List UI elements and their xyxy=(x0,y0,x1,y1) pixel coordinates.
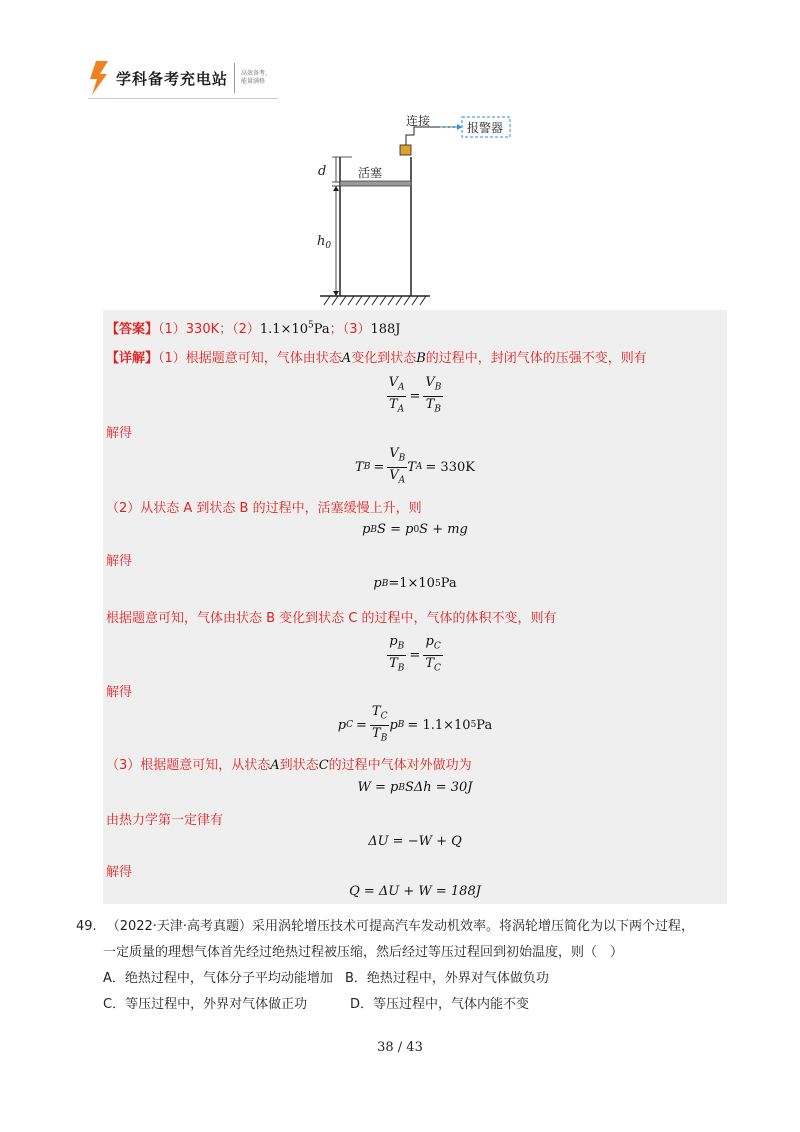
detail-line-1: 【详解】（1）根据题意可知，气体由状态A变化到状态B的过程中，封闭气体的压强不变，则有 xyxy=(106,351,647,366)
solve-label-2: 解得 xyxy=(106,554,133,569)
equation-volume-ratio: $\frac{V_A}{T_A}$ = $\frac{V_B}{T_B}$ xyxy=(388,375,442,415)
equation-pressure-ratio: $\frac{p_B}{T_B}$ = $\frac{p_C}{T_C}$ xyxy=(389,634,441,674)
sensor xyxy=(400,145,411,155)
piston xyxy=(340,181,411,186)
logo-divider xyxy=(234,63,235,93)
option-b[interactable]: B．绝热过程中，外界对气体做负功 xyxy=(345,971,549,986)
question-49-line-2: 一定质量的理想气体首先经过绝热过程被压缩，然后经过等压过程回到初始温度，则（ ） xyxy=(103,945,624,960)
detail-line-2: （2）从状态 A 到状态 B 的过程中，活塞缓慢上升，则 xyxy=(106,501,422,516)
question-number: 49. xyxy=(76,919,97,934)
equation-work: W = p B SΔh = 30J xyxy=(357,780,473,795)
equation-pb: p B =1×10 5 Pa xyxy=(373,576,457,591)
cylinder-diagram xyxy=(300,105,540,310)
logo-name: 学科备考充电站 xyxy=(116,69,229,88)
answer-line: 【答案】（1）330K；$(2)1.1\times 10^5Pa$；（3）188J xyxy=(106,320,401,337)
alarm-label: 报警器 xyxy=(467,121,504,135)
question-49-line-1: 49. （2022·天津·高考真题）采用涡轮增压技术可提高汽车发动机效率。将涡轮增压简化为以下两个过程， xyxy=(76,919,695,934)
detail-line-5: 由热力学第一定律有 xyxy=(106,813,224,828)
detail-line-3: 根据题意可知，气体由状态 B 变化到状态 C 的过程中，气体的体积不变，则有 xyxy=(106,611,557,626)
equation-pc: p C = $\frac{T_C}{T_B}$ p B = 1.1×10 5 Pa xyxy=(337,704,493,744)
equation-q: Q = ΔU + W = 188J xyxy=(349,884,481,899)
solve-label-1: 解得 xyxy=(106,426,133,441)
logo-slogan: 高效备考，能量满格 xyxy=(241,70,272,85)
h0-label: $h_0$ xyxy=(317,234,332,251)
lightning-icon xyxy=(88,61,110,95)
header-rule xyxy=(88,98,278,99)
option-a[interactable]: A．绝热过程中，气体分子平均动能增加 xyxy=(103,971,333,986)
connect-label: 连接 xyxy=(406,114,431,128)
option-c[interactable]: C．等压过程中，外界对气体做正功 xyxy=(103,997,308,1012)
equation-first-law: ΔU = −W + Q xyxy=(368,834,462,849)
equation-pressure-balance: p B S = p 0 S + mg xyxy=(362,522,468,537)
solve-label-3: 解得 xyxy=(106,685,133,700)
equation-tb: T B = $\frac{V_B}{V_A}$ T A = 330K xyxy=(355,446,475,486)
option-d[interactable]: D．等压过程中，气体内能不变 xyxy=(350,997,530,1012)
solve-label-4: 解得 xyxy=(106,865,133,880)
page-number: 38 / 43 xyxy=(377,1040,423,1055)
piston-label: 活塞 xyxy=(358,166,383,180)
detail-line-4: （3）根据题意可知，从状态A到状态C的过程中气体对外做功为 xyxy=(106,758,472,773)
d-label: d xyxy=(318,164,327,179)
header-logo xyxy=(88,60,275,96)
